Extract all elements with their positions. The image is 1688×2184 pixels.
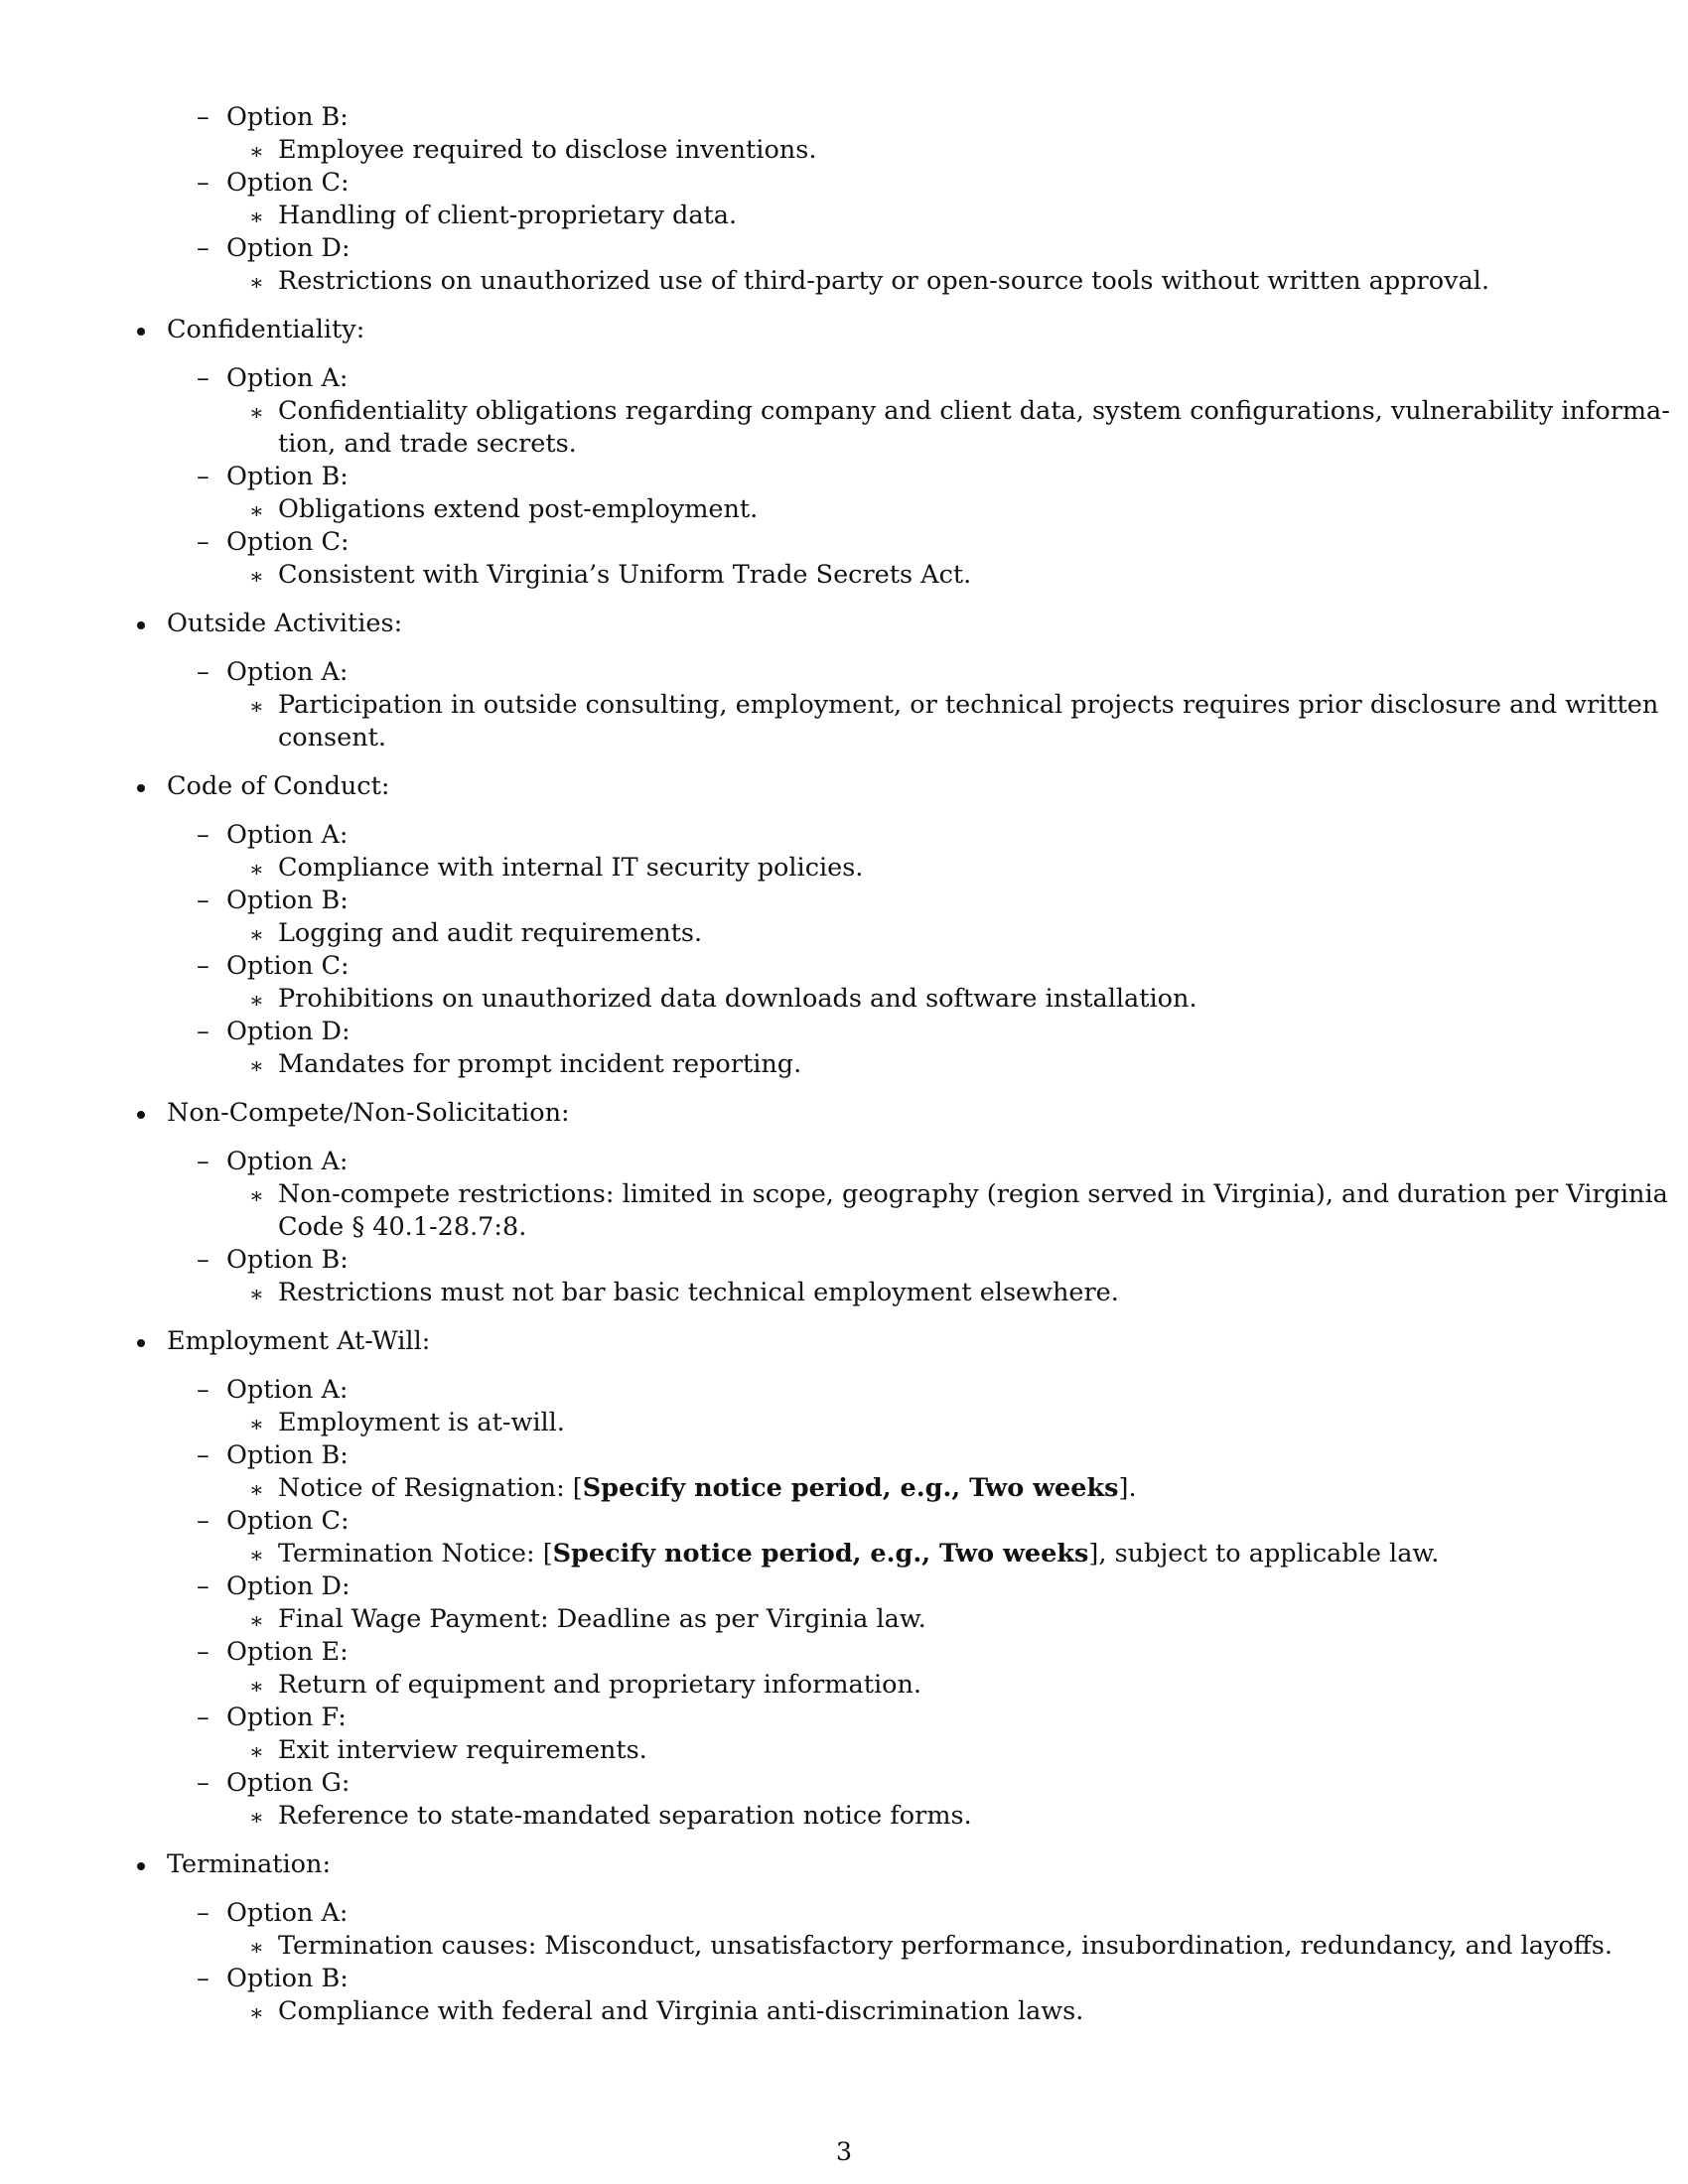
option-label: Option B: <box>226 886 349 915</box>
section-bullet <box>137 1111 145 1119</box>
section-title: Employment At-Will: <box>167 1326 431 1356</box>
option-label: Option A: <box>226 1147 349 1176</box>
item-star: ∗ <box>249 401 264 426</box>
item-star: ∗ <box>249 1184 264 1209</box>
option-dash: – <box>197 1017 210 1046</box>
option-label: Option D: <box>226 1571 351 1601</box>
item-text-pre: Termination Notice: [ <box>278 1539 553 1569</box>
option-item-text: Return of equipment and proprietary information. <box>278 1670 921 1700</box>
option-label: Option A: <box>226 1898 349 1928</box>
option-dash: – <box>197 168 210 198</box>
section-title: Code of Conduct: <box>167 771 390 801</box>
section-title: Termination: <box>167 1849 332 1879</box>
option-dash: – <box>197 462 210 491</box>
item-text-post: ], subject to applicable law. <box>1088 1539 1440 1569</box>
item-text-post: ]. <box>1118 1473 1137 1503</box>
option-label: Option E: <box>226 1637 349 1667</box>
option-item-text: Final Wage Payment: Deadline as per Virginia law. <box>278 1604 926 1634</box>
item-star: ∗ <box>249 565 264 590</box>
option-label: Option C: <box>226 1506 350 1536</box>
item-star: ∗ <box>249 1283 264 1307</box>
option-label: Option A: <box>226 1375 349 1405</box>
option-label: Option B: <box>226 462 349 491</box>
option-item-text: Exit interview requirements. <box>278 1735 647 1765</box>
option-label: Option A: <box>226 657 349 687</box>
item-star: ∗ <box>249 271 264 296</box>
section-bullet <box>137 1339 145 1347</box>
option-dash: – <box>197 1703 210 1732</box>
item-star: ∗ <box>249 1675 264 1700</box>
option-item-text: tion, and trade secrets. <box>278 429 577 459</box>
item-text-pre: Notice of Resignation: [ <box>278 1473 583 1503</box>
item-star: ∗ <box>249 695 264 720</box>
option-item-text: Participation in outside consulting, employment, or technical projects requires prior disclosure and written <box>278 690 1659 720</box>
option-dash: – <box>197 527 210 557</box>
option-dash: – <box>197 1571 210 1601</box>
option-label: Option B: <box>226 1964 349 1993</box>
option-dash: – <box>197 102 210 132</box>
option-item-text: Obligations extend post-employment. <box>278 494 759 524</box>
option-label: Option A: <box>226 363 349 393</box>
item-star: ∗ <box>249 923 264 948</box>
placeholder-notice-period: Specify notice period, e.g., Two weeks <box>582 1473 1119 1503</box>
item-star: ∗ <box>249 1936 264 1961</box>
item-star: ∗ <box>249 1806 264 1831</box>
option-label: Option B: <box>226 1440 349 1470</box>
section-title: Confidentiality: <box>167 315 365 344</box>
page-number: 3 <box>835 2137 853 2167</box>
item-star: ∗ <box>249 2001 264 2026</box>
option-item-text: Non-compete restrictions: limited in scope, geography (region served in Virginia), and duration per Virginia <box>278 1179 1668 1209</box>
option-label: Option B: <box>226 102 349 132</box>
item-star: ∗ <box>249 140 264 165</box>
section-bullet <box>137 621 145 629</box>
option-dash: – <box>197 1147 210 1176</box>
option-dash: – <box>197 363 210 393</box>
option-dash: – <box>197 820 210 850</box>
item-star: ∗ <box>249 1054 264 1079</box>
item-star: ∗ <box>249 1413 264 1437</box>
option-item-text: Compliance with internal IT security policies. <box>278 853 864 883</box>
option-item-text: Handling of client-proprietary data. <box>278 201 738 230</box>
option-item-text <box>278 1538 1439 1570</box>
option-dash: – <box>197 886 210 915</box>
option-item-text: Consistent with Virginia’s Uniform Trade Secrets Act. <box>278 560 972 590</box>
item-star: ∗ <box>249 205 264 230</box>
option-item-text: Restrictions on unauthorized use of third-party or open-source tools without written approval. <box>278 266 1489 296</box>
option-label: Option A: <box>226 820 349 850</box>
section-title: Non-Compete/Non-Solicitation: <box>167 1098 570 1128</box>
item-star: ∗ <box>249 1740 264 1765</box>
item-star: ∗ <box>249 858 264 883</box>
section-bullet <box>137 328 145 336</box>
item-star: ∗ <box>249 1478 264 1503</box>
option-dash: – <box>197 1964 210 1993</box>
option-label: Option B: <box>226 1245 349 1275</box>
option-dash: – <box>197 1506 210 1536</box>
option-item-text <box>278 1472 1137 1505</box>
option-dash: – <box>197 1637 210 1667</box>
option-label: Option D: <box>226 233 351 263</box>
option-item-text: Prohibitions on unauthorized data downloads and software installation. <box>278 984 1197 1014</box>
option-dash: – <box>197 657 210 687</box>
option-item-text: Mandates for prompt incident reporting. <box>278 1049 802 1079</box>
item-star: ∗ <box>249 1609 264 1634</box>
option-item-text: Termination causes: Misconduct, unsatisfactory performance, insubordination, redundancy, and layoffs. <box>278 1931 1613 1961</box>
option-label: Option C: <box>226 168 350 198</box>
option-dash: – <box>197 1245 210 1275</box>
option-item-text: Code § 40.1-28.7:8. <box>278 1212 527 1242</box>
option-label: Option G: <box>226 1768 351 1798</box>
option-dash: – <box>197 951 210 981</box>
option-item-text: Compliance with federal and Virginia anti-discrimination laws. <box>278 1996 1084 2026</box>
option-item-text: Reference to state-mandated separation notice forms. <box>278 1801 972 1831</box>
section-bullet <box>137 1862 145 1870</box>
option-dash: – <box>197 1768 210 1798</box>
option-dash: – <box>197 233 210 263</box>
option-item-text: consent. <box>278 723 387 752</box>
option-item-text: Confidentiality obligations regarding company and client data, system configurations, vulnerability informa- <box>278 396 1670 426</box>
item-star: ∗ <box>249 989 264 1014</box>
option-dash: – <box>197 1440 210 1470</box>
option-dash: – <box>197 1898 210 1928</box>
option-label: Option F: <box>226 1703 347 1732</box>
option-item-text: Restrictions must not bar basic technical employment elsewhere. <box>278 1278 1119 1307</box>
option-label: Option D: <box>226 1017 351 1046</box>
option-item-text: Logging and audit requirements. <box>278 918 703 948</box>
option-item-text: Employment is at-will. <box>278 1408 565 1437</box>
option-label: Option C: <box>226 527 350 557</box>
item-star: ∗ <box>249 1544 264 1569</box>
option-dash: – <box>197 1375 210 1405</box>
option-label: Option C: <box>226 951 350 981</box>
section-title: Outside Activities: <box>167 609 403 638</box>
item-star: ∗ <box>249 499 264 524</box>
placeholder-notice-period: Specify notice period, e.g., Two weeks <box>552 1539 1089 1569</box>
option-item-text: Employee required to disclose inventions. <box>278 135 817 165</box>
section-bullet <box>137 784 145 792</box>
